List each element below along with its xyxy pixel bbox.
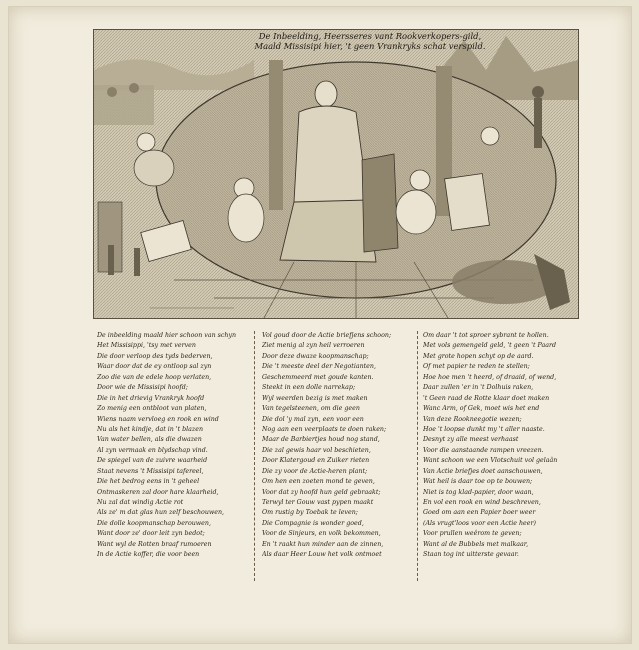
verse-line: En vol een rook en wind beschreven, [423, 499, 541, 506]
verse-line: Terwyl ter Gouw vast pypen maakt [262, 499, 374, 506]
verse-line: Die Compagnie is wonder goed, [262, 519, 364, 527]
verse-line: Die 't meeste deel der Negotianten, [262, 363, 376, 371]
verse-line: De spiegel van de zuivre waarheid [97, 457, 208, 465]
verse-line: Al zyn vermaak en blydschap vind. [97, 446, 208, 454]
title-line-1: De Inbeelding, Heersseres vant Rookverkopers-gild, [258, 31, 482, 41]
verse-line: Maar de Barbiertjes houd nog stand, [262, 436, 380, 444]
verse-line: Voor de Sinjeurs, en volk bekommen, [262, 530, 381, 538]
verse-line: Voor prullen weêrom te geven; [423, 530, 522, 538]
verse-line: Die het bedrog eens in 't geheel [97, 478, 200, 486]
verse-line: Van water bellen, als die dwazen [97, 436, 202, 444]
verse-line: Van tegelsteenen, om die geen [262, 405, 360, 413]
verse-line: 't Geen raad de Rotte klaar doet maken [423, 394, 550, 402]
title-banner [205, 31, 535, 53]
verse-line: Voor die aanstaande rampen vreezen. [423, 446, 544, 454]
verse-column-3 [423, 331, 577, 561]
verse-line: Met grote hopen schyt op de aard. [423, 352, 534, 360]
verse-line: Wyl weerden bezig is met maken [262, 394, 368, 402]
verse-line: Want door ze' door leit zyn bedot; [97, 530, 205, 538]
verse-line: Die zal gewis haar vol beschieten, [262, 446, 371, 454]
verse-line: Die door verloop des tyds bederven, [97, 352, 213, 360]
verse-line: Die dolle koopmanschap berouwen, [97, 519, 211, 527]
verse-line: Door deze dwaze koopmanschap; [262, 352, 369, 360]
verse-line: De inbeelding maald hier schoon van schyn [97, 332, 237, 339]
verse-line: Van Actie briefjes doet aanschouwen, [423, 467, 543, 475]
engraving-illustration [94, 30, 578, 318]
verse-column-1 [97, 331, 245, 561]
verse-line: Voor dat zy hoofd hun geld gebraakt; [262, 488, 381, 496]
verse-line: Door wie de Missisipi hoofd; [97, 384, 188, 392]
title-line-2: Maald Missisipi hier, 't geen Vrankryks schat verspild. [254, 41, 486, 51]
verse-line: Hoe hoe men 't heerd, of draaid, of wend, [423, 373, 557, 381]
verse-line: Waar door dat de ey ontloop sal zyn [97, 363, 212, 371]
verse-line: Zoo die van de edele hoop verlaten, [97, 373, 212, 381]
verse-line: Door Klatergoud en Zuiker rieten [262, 457, 370, 465]
verse-line: (Als vrugt'loos voor een Actie heer) [423, 519, 536, 527]
verse-line: Daar zullen 'er in 't Dolhuis raken, [423, 384, 534, 392]
verse-line: Geschemmeerd met goude kanten. [262, 373, 374, 381]
verse-line: Die in het drievig Vrankryk hoofd [97, 394, 205, 402]
verse-line: Want wyl de Rotten braaf rumoeren [97, 540, 212, 548]
verse-line: Niet is tog klad-papier, door waan, [423, 488, 534, 496]
verse-line: Wiens naam vervloeg en rook en wind [97, 415, 219, 423]
verse-line: Desnyt zy alle meest verhaast [423, 436, 519, 444]
verse-line: Die zy voor de Actie-heren plant; [262, 467, 368, 475]
verse-line: Om daar 't tot sproer sybrant te hollen. [423, 332, 549, 339]
verse-line: Nu zal dat windig Actie rot [97, 499, 184, 506]
verse-line: Wanc Arm, of Gek, moet wis het end [423, 405, 540, 413]
verse-line: Als daar Heer Louw het volk ontmoet [262, 551, 382, 559]
verse-line: Ontmaskeren zal door hare klaarheid, [97, 488, 219, 496]
verse-line: Nu als het kindje, dat in 't blazen [97, 425, 204, 433]
engraving-plate [93, 29, 579, 319]
verse-line: Van deze Rookneegotie wezen; [423, 415, 522, 423]
verse-line: Staan tog int uitterste gevaar. [423, 551, 519, 559]
verse-line: Ziet menig al zyn heil verroeren [262, 342, 365, 350]
verse-line: Nog aan een veerplaats te doen raken; [262, 425, 387, 433]
verse-line: Om hen een zoeten mond te geven, [262, 478, 375, 486]
verse-line: Staat nevens 't Missisipi tafereel, [97, 467, 204, 475]
verse-line: Of met papier te reden te stellen; [423, 363, 530, 371]
column-divider-left [254, 331, 256, 581]
verse-line: Met vols gemengeld geld, 't geen 't Paard [423, 342, 556, 350]
verse-line: Goed om aan een Papier boer weer [423, 509, 536, 517]
verse-line: In de Actie koffer, die voor been [97, 551, 200, 559]
verse-line: Zo menig een ontbloot van platen, [97, 405, 207, 413]
column-divider-right [417, 331, 419, 581]
verse-line: Steekt in een dolle narrekap; [262, 384, 356, 392]
verse-line: Want al de Bubbels met malkaar, [423, 540, 529, 548]
paper-sheet [8, 6, 632, 644]
verse-line: Het Missisippi, 'tsy met verven [97, 342, 196, 350]
verse-line: Om rustig by Toebak te leven; [262, 509, 358, 517]
verse-line: Hoe 't loopse dunkt my 't aller naaste. [423, 425, 545, 433]
verse-line: Wat heil is daar toe op te bouwen; [423, 478, 533, 486]
verse-line: Die dol 'y mal zyn, een voor een [262, 415, 364, 423]
verse-line: Als ze' m dat glas hun zelf beschouwen, [97, 509, 225, 517]
verse-line: En 't raakt hun minder aan de zinnen, [262, 540, 384, 548]
verse-line: Vol goud door de Actie briefjens schoon; [262, 332, 392, 339]
verse-column-2 [262, 331, 412, 561]
verse-line: Want schoon we een Vlotschuit vol gelaân [423, 457, 558, 465]
